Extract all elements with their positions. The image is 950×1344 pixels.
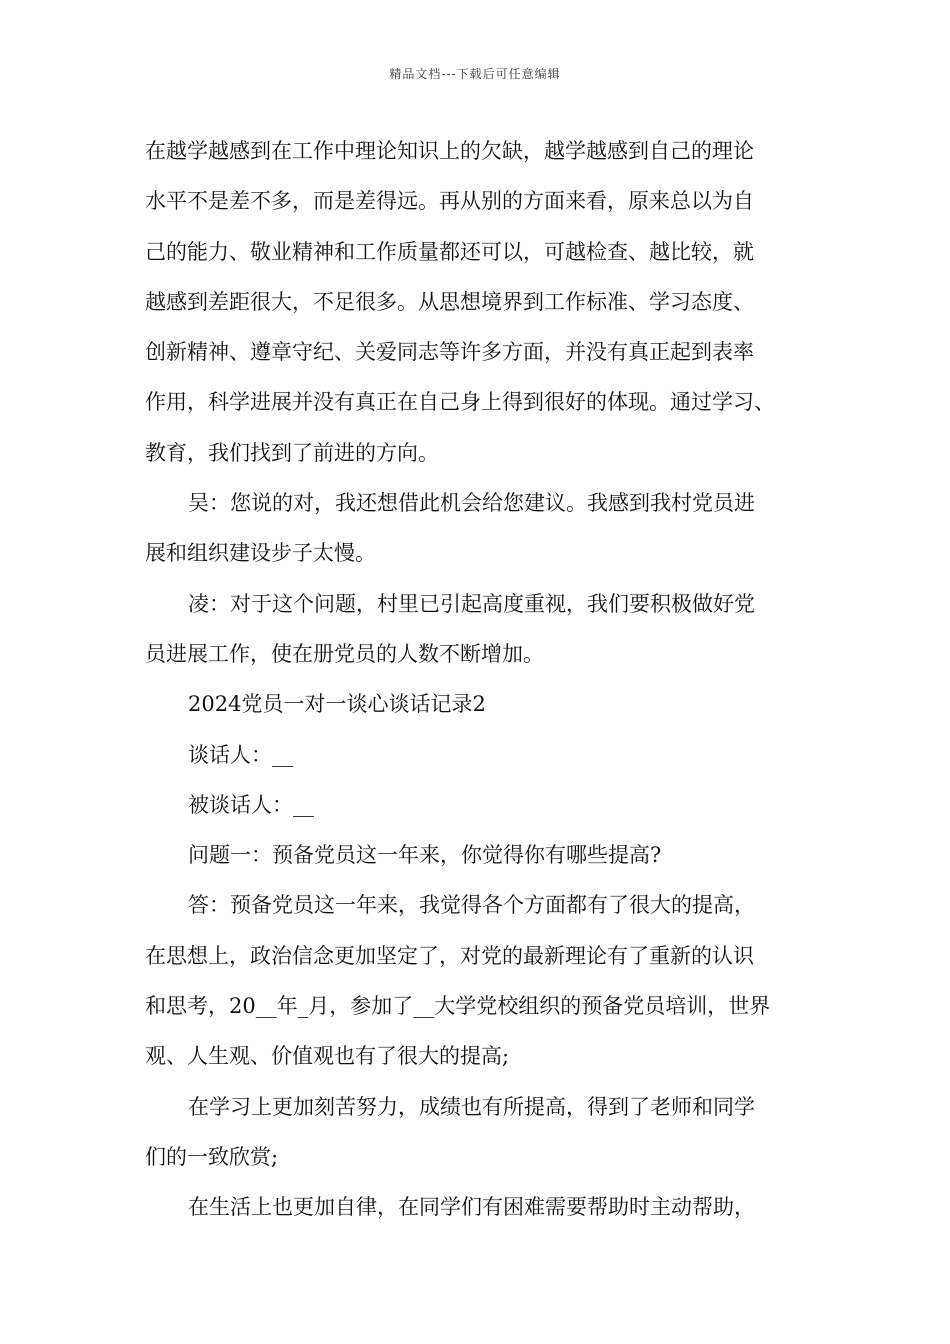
text-line: 在思想上，政治信念更加坚定了，对党的最新理论有了重新的认识 xyxy=(145,943,754,968)
text-line: 和思考，20__年_月，参加了__大学党校组织的预备党员培训，世界 xyxy=(145,994,771,1019)
text-line: 问题一：预备党员这一年来，你觉得你有哪些提高? xyxy=(188,843,662,868)
text-line: 越感到差距很大，不足很多。从思想境界到工作标准、学习态度、 xyxy=(145,289,754,314)
text-line: 己的能力、敬业精神和工作质量都还可以，可越检查、越比较，就 xyxy=(145,239,754,264)
text-line: 谈话人：__ xyxy=(188,742,293,767)
text-line: 作用，科学进展并没有真正在自己身上得到很好的体现。通过学习、 xyxy=(145,390,775,415)
text-line: 答：预备党员这一年来，我觉得各个方面都有了很大的提高， xyxy=(188,893,755,918)
text-line: 创新精神、遵章守纪、关爱同志等许多方面，并没有真正起到表率 xyxy=(145,340,754,365)
document-body xyxy=(145,129,810,1236)
text-line: 展和组织建设步子太慢。 xyxy=(145,541,376,566)
text-line: 被谈话人：__ xyxy=(188,792,314,817)
text-line: 教育，我们找到了前进的方向。 xyxy=(145,440,439,465)
page-header: 精品文档---下载后可任意编辑 xyxy=(389,67,561,81)
text-line: 吴：您说的对，我还想借此机会给您建议。我感到我村党员进 xyxy=(188,491,755,516)
text-line: 水平不是差不多，而是差得远。再从别的方面来看，原来总以为自 xyxy=(145,189,754,214)
text-line: 观、人生观、价值观也有了很大的提高; xyxy=(145,1044,510,1069)
text-line: 在越学越感到在工作中理论知识上的欠缺，越学越感到自己的理论 xyxy=(145,139,754,163)
text-line: 们的一致欣赏; xyxy=(145,1144,279,1169)
text-line: 在生活上也更加自律，在同学们有困难需要帮助时主动帮助， xyxy=(188,1195,755,1220)
text-line: 凌：对于这个问题，村里已引起高度重视，我们要积极做好党 xyxy=(188,591,755,616)
text-line: 在学习上更加刻苦努力，成绩也有所提高，得到了老师和同学 xyxy=(188,1094,755,1119)
text-line: 2024党员一对一谈心谈话记录2 xyxy=(188,692,486,717)
text-line: 员进展工作，使在册党员的人数不断增加。 xyxy=(145,641,544,666)
